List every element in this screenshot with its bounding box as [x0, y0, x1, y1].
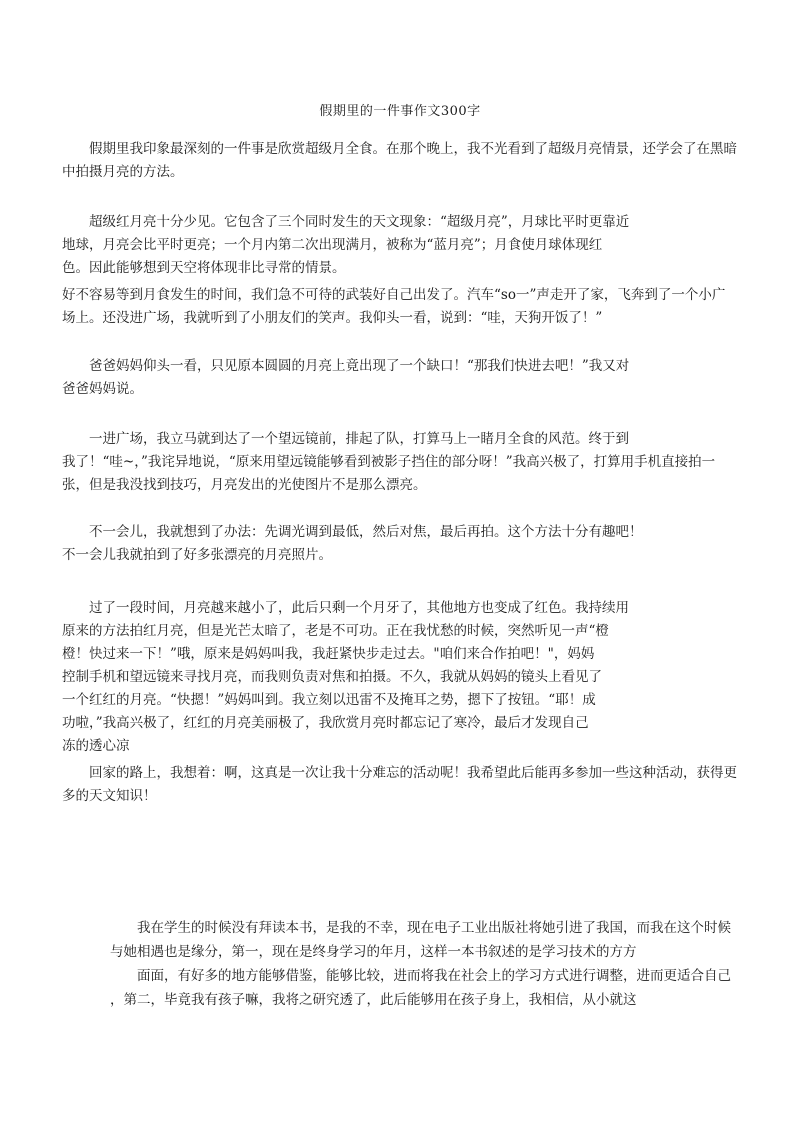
paragraph-line: 多的天文知识！: [62, 788, 157, 804]
document-title: 假期里的一件事作文300字: [319, 104, 481, 119]
paragraph-1: [62, 138, 752, 184]
paragraph-line: 爸爸妈妈仰头一看，只见原本圆圆的月亮上竟出现了一个缺口！“那我们快进去吧！”我又对: [89, 358, 630, 374]
paragraph-10: [110, 964, 750, 1012]
paragraph-line: 张，但是我没找到技巧，月亮发出的光使图片不是那么漂亮。: [62, 477, 427, 493]
paragraph-line: 一个红红的月亮。“快摁！”妈妈叫到。我立刻以迅雷不及掩耳之势，摁下了按钮。“耶！成: [62, 692, 596, 708]
paragraph-line: 超级红月亮十分少见。它包含了三个同时发生的天文现象：“超级月亮”，月球比平时更靠近: [89, 214, 630, 230]
paragraph-line: 橙！快过来一下！”哦，原来是妈妈叫我，我赶紧快步走过去。"咱们来合作拍吧！"，妈妈: [62, 646, 595, 662]
paragraph-8: [62, 762, 752, 808]
paragraph-line: 假期里我印象最深刻的一件事是欣赏超级月全食。在那个晚上，我不光看到了超级月亮情景，还学会了在黑暗: [89, 141, 737, 157]
paragraph-line: 场上。还没进广场，我就听到了小朋友们的笑声。我仰头一看，说到：“哇，天狗开饭了！”: [62, 310, 603, 326]
paragraph-line: 色。因此能够想到天空将体现非比寻常的情景。: [62, 260, 346, 276]
paragraph-6: [62, 521, 752, 567]
paragraph-line: 不一会儿我就拍到了好多张漂亮的月亮照片。: [62, 547, 332, 563]
paragraph-line: 控制手机和望远镜来寻找月亮，而我则负责对焦和拍摄。不久，我就从妈妈的镜头上看见了: [62, 669, 602, 685]
paragraph-2: [62, 211, 752, 280]
paragraph-line: ，第二，毕竟我有孩子嘛，我将之研究透了，此后能够用在孩子身上，我相信，从小就这: [110, 992, 637, 1008]
paragraph-line: 冻的透心凉: [62, 738, 130, 754]
paragraph-line: 与她相遇也是缘分，第一，现在是终身学习的年月，这样一本书叙述的是学习技术的方方: [110, 944, 637, 960]
paragraph-line: 地球，月亮会比平时更亮；一个月内第二次出现满月，被称为“蓝月亮”；月食使月球体现红: [62, 237, 603, 253]
paragraph-7: [62, 597, 752, 758]
paragraph-3: [62, 284, 752, 330]
paragraph-line: 过了一段时间，月亮越来越小了，此后只剩一个月牙了，其他地方也变成了红色。我持续用: [89, 600, 629, 616]
paragraph-line: 功啦，”我高兴极了，红红的月亮美丽极了，我欣赏月亮时都忘记了寒冷，最后才发现自己: [62, 715, 589, 731]
paragraph-line: 面面，有好多的地方能够借鉴，能够比较，进而将我在社会上的学习方式进行调整，进而更适合自己: [137, 968, 731, 984]
paragraph-line: 中拍摄月亮的方法。: [62, 164, 184, 180]
paragraph-line: 一进广场，我立马就到达了一个望远镜前，排起了队，打算马上一睹月全食的风范。终于到: [89, 431, 629, 447]
paragraph-line: 原来的方法拍红月亮，但是光芒太暗了，老是不可功。正在我忧愁的时候，突然听见一声“橙: [62, 623, 609, 639]
paragraph-line: 回家的路上，我想着：啊，这真是一次让我十分难忘的活动呢！我希望此后能再多参加一些这种活动，获得更: [89, 765, 737, 781]
paragraph-9: [110, 916, 750, 964]
paragraph-line: 不一会儿，我就想到了办法：先调光调到最低，然后对焦，最后再拍。这个方法十分有趣吧！: [89, 524, 643, 540]
paragraph-line: 爸爸妈妈说。: [62, 381, 143, 397]
paragraph-line: 我了！“哇~，”我诧异地说，“原来用望远镜能够看到被影子挡住的部分呀！”我高兴极了，打算用手机直接拍一: [62, 454, 716, 470]
paragraph-5: [62, 428, 752, 497]
paragraph-line: 好不容易等到月食发生的时间，我们急不可待的武装好自己出发了。汽车“so一”声走开了家，飞奔到了一个小广: [62, 287, 726, 303]
paragraph-4: [62, 355, 752, 401]
paragraph-line: 我在学生的时候没有拜读本书，是我的不幸，现在电子工业出版社将她引进了我国，而我在这个时候: [137, 920, 731, 936]
